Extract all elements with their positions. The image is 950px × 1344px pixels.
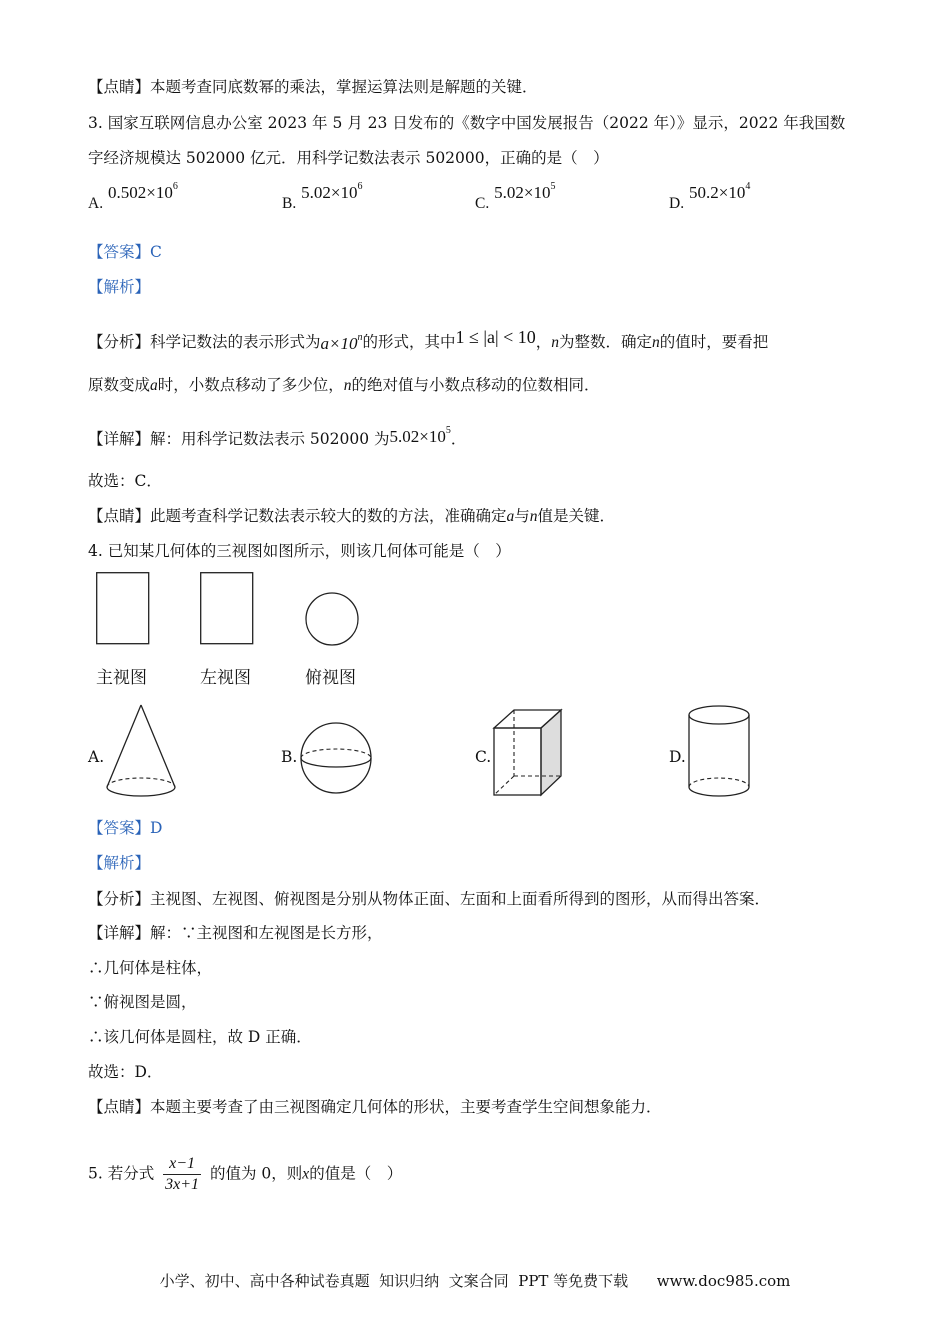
dianjing-4: 【点睛】本题主要考查了由三视图确定几何体的形状，主要考查学生空间想象能力． [88, 1098, 662, 1116]
detail-4: 【详解】解：∵主视图和左视图是长方形， [88, 924, 383, 942]
detail-4-step3: ∴该几何体是圆柱，故 D 正确． [88, 1028, 312, 1046]
question-4: 4. 已知某几何体的三视图如图所示，则该几何体可能是（ ） [88, 542, 511, 560]
q4-option-b-label: B. [281, 748, 298, 766]
fraction: $\frac{x-1}{3x+1}$ [165, 1155, 200, 1193]
left-view-caption: 左视图 [200, 668, 251, 688]
detail-4-step1: ∴几何体是柱体， [88, 959, 213, 977]
q3-option-c: C. $5.02\times 10^5$ [475, 181, 556, 212]
q3-option-b: B. $5.02\times 10^6$ [282, 181, 363, 212]
cuboid-figure [493, 708, 563, 798]
detail-4-step2: ∵俯视图是圆， [88, 993, 197, 1011]
dianjing-3: 【点睛】此题考查科学记数法表示较大的数的方法，准确确定a与n值是关键． [88, 507, 616, 525]
page-footer: 小学、初中、高中各种试卷真题 知识归纳 文案合同 PPT 等免费下载 www.doc985.com [159, 1272, 791, 1290]
choose-4: 故选：D． [88, 1063, 163, 1081]
front-view-caption: 主视图 [96, 668, 147, 688]
cylinder-figure [688, 705, 752, 799]
analysis-4-heading: 【解析】 [88, 854, 151, 872]
q3-option-d: D. $50.2\times 10^4$ [669, 181, 751, 212]
analysis-4: 【分析】主视图、左视图、俯视图是分别从物体正面、左面和上面看所得到的图形，从而得出答案． [88, 890, 771, 908]
top-view-caption: 俯视图 [305, 668, 356, 688]
q4-option-d-label: D. [669, 748, 686, 766]
analysis-3-line1: 【分析】科学记数法的表示形式为$a\times 10^n$的形式，其中1 ≤ |a| < 10，n为整数．确定n的值时，要看把 [88, 327, 769, 353]
answer-3: 【答案】C [88, 243, 162, 261]
question-5: 5. 若分式 $\frac{x-1}{3x+1}$ 的值为 0，则x的值是（ ） [88, 1155, 403, 1193]
left-view-figure [200, 572, 254, 645]
analysis-3-heading: 【解析】 [88, 278, 151, 296]
question-3-line2: 字经济规模达 502000 亿元．用科学记数法表示 502000，正确的是（ ） [88, 149, 609, 167]
dianjing-q2: 【点睛】本题考查同底数幂的乘法，掌握运算法则是解题的关键． [88, 78, 538, 96]
analysis-3-line2: 原数变成a时，小数点移动了多少位，n的绝对值与小数点移动的位数相同． [88, 376, 600, 394]
q4-option-c-label: C. [475, 748, 492, 766]
q3-option-a: A. $0.502\times 10^6$ [88, 181, 178, 212]
q4-option-a-label: A. [88, 748, 105, 766]
answer-4: 【答案】D [88, 819, 163, 837]
cone-figure [105, 704, 177, 798]
top-view-figure [305, 592, 359, 646]
front-view-figure [96, 572, 150, 645]
sphere-figure [300, 722, 372, 794]
detail-3: 【详解】解：用科学记数法表示 502000 为$5.02\times 10^5$． [88, 425, 467, 448]
choose-3: 故选：C． [88, 472, 162, 490]
question-3-line1: 3. 国家互联网信息办公室 2023 年 5 月 23 日发布的《数字中国发展报告（2022 年）》显示，2022 年我国数 [88, 114, 846, 132]
